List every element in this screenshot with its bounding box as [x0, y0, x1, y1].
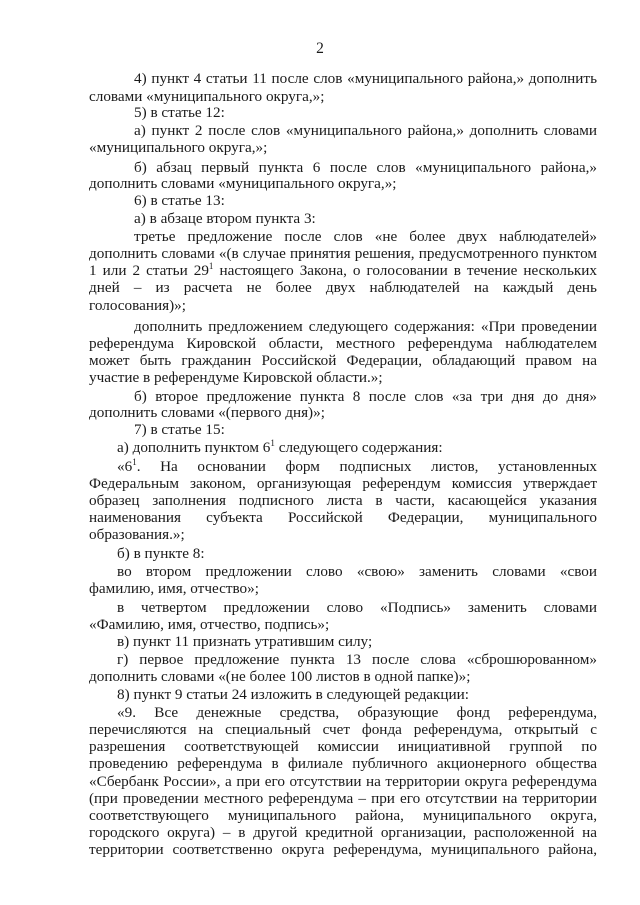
- line-part: . На основании форм подписных листов, установленных: [136, 458, 597, 475]
- text-line: во втором предложении слово «свою» заменить словами «свои: [117, 563, 597, 580]
- text-line: «Фамилию, имя, отчество, подпись»;: [89, 616, 330, 633]
- text-line: г) первое предложение пункта 13 после слова «сброшюрованном»: [117, 651, 597, 668]
- text-line: городского округа) – в другой кредитной организации, расположенной на: [89, 824, 597, 841]
- text-line: «муниципального округа,»;: [89, 139, 268, 156]
- superscript: 1: [132, 457, 137, 467]
- text-line: словами «муниципального округа,»;: [89, 88, 325, 105]
- text-line: в) пункт 11 признать утратившим силу;: [117, 633, 373, 650]
- text-line: б) в пункте 8:: [117, 545, 205, 562]
- text-line: 5) в статье 12:: [134, 104, 225, 121]
- text-line: проведению референдума в филиале публичного акционерного общества: [89, 755, 597, 772]
- superscript: 1: [208, 261, 214, 271]
- text-line: а) в абзаце втором пункта 3:: [134, 210, 316, 227]
- text-line: б) второе предложение пункта 8 после слов «за три дня до дня»: [134, 388, 597, 405]
- text-line: образования.»;: [89, 526, 185, 543]
- text-line: 6) в статье 13:: [134, 192, 225, 209]
- text-line: «9. Все денежные средства, образующие фонд референдума,: [117, 704, 597, 721]
- text-line: образец заполнения подписного листа в части, касающейся указания: [89, 492, 597, 509]
- text-line: дополнить предложением следующего содержания: «При проведении: [134, 318, 597, 335]
- text-line: Федеральным законом, организующая референдум комиссия утверждает: [89, 475, 597, 492]
- line-part: 1 или 2 статьи 29: [89, 262, 209, 279]
- superscript: 1: [270, 438, 275, 448]
- text-line: наименования субъекта Российской Федерации, муниципального: [89, 509, 597, 526]
- text-line: участие в референдуме Кировской области.»;: [89, 369, 383, 386]
- page-number: 2: [316, 40, 324, 57]
- text-line: дополнить словами «(первого дня)»;: [89, 404, 325, 421]
- text-line: дополнить словами «муниципального округа,»;: [89, 175, 397, 192]
- line-part: настоящего Закона, о голосовании в течение нескольких: [213, 262, 598, 279]
- text-line: референдума Кировской области, местного референдума наблюдателем: [89, 335, 597, 352]
- text-line: соответствующего муниципального района, муниципального округа,: [89, 807, 597, 824]
- text-line: [117, 439, 597, 457]
- text-line: дополнить словами «(не более 100 листов в одной папке)»;: [89, 668, 471, 685]
- text-line: территории соответственно округа референдума, муниципального района,: [89, 841, 597, 858]
- text-line: может быть гражданин Российской Федерации, обладающий правом на: [89, 352, 597, 369]
- line-part: следующего содержания:: [274, 439, 443, 456]
- text-line: третье предложение после слов «не более двух наблюдателей»: [134, 228, 597, 245]
- text-line: дней – из расчета не более двух наблюдателей на каждый день: [89, 279, 597, 296]
- text-line: [117, 458, 597, 476]
- text-line: 8) пункт 9 статьи 24 изложить в следующей редакции:: [117, 686, 470, 703]
- text-line: а) пункт 2 после слов «муниципального района,» дополнить словами: [134, 122, 597, 139]
- line-part: а) дополнить пунктом 6: [117, 439, 271, 456]
- text-line: голосования)»;: [89, 297, 186, 314]
- text-line: дополнить словами «(в случае принятия решения, предусмотренного пунктом: [89, 245, 597, 262]
- text-line: (при проведении местного референдума – при его отсутствии на территории: [89, 790, 597, 807]
- text-line: фамилию, имя, отчество»;: [89, 580, 259, 597]
- line-part: «6: [117, 458, 133, 475]
- text-line: б) абзац первый пункта 6 после слов «муниципального района,»: [134, 159, 597, 176]
- text-line: «Сбербанк России», а при его отсутствии на территории округа референдума: [89, 773, 597, 790]
- text-line: [89, 262, 597, 280]
- text-line: в четвертом предложении слово «Подпись» заменить словами: [117, 599, 597, 616]
- text-line: перечисляются на специальный счет фонда референдума, открытый с: [89, 721, 597, 738]
- text-line: разрешения соответствующей комиссии инициативной группой по: [89, 738, 597, 755]
- text-line: 7) в статье 15:: [134, 421, 225, 438]
- text-line: 4) пункт 4 статьи 11 после слов «муниципального района,» дополнить: [134, 70, 597, 87]
